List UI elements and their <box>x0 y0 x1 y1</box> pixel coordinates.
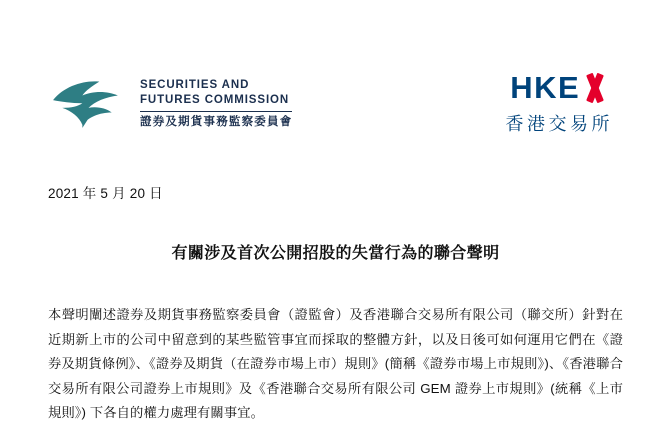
hkex-name-zh: 香港交易所 <box>505 114 613 134</box>
document-paragraph: 本聲明闡述證券及期貨事務監察委員會（證監會）及香港聯合交易所有限公司（聯交所）針對在近期新上市的公司中留意到的某些監管事宜而採取的整體方針，以及日後可如何運用它們在《證券及期貨條例》、《證券及期貨（在證券市場上市）規則》(簡稱《證券市場上市規則》)、《香港聯合交易所有限公司證券上市規則》及《香港聯合交易所有限公司 GEM 證券上市規則》(統稱《上市規則》) 下各自的權力處理有關事宜。 <box>48 307 623 421</box>
document-date: 2021 年 5 月 20 日 <box>48 186 163 201</box>
document-header <box>48 0 623 150</box>
sfc-name-en-line1: SECURITIES AND <box>140 79 250 92</box>
document-title: 有關涉及首次公開招股的失當行為的聯合聲明 <box>171 245 500 262</box>
sfc-eagle-logo-icon <box>48 77 126 131</box>
sfc-wordmark <box>140 78 292 129</box>
sfc-name-zh: 證券及期貨事務監察委員會 <box>140 116 293 129</box>
sfc-logo <box>48 77 292 131</box>
sfc-name-en-line2: FUTURES COMMISSION <box>140 93 290 106</box>
hkex-logo <box>506 72 614 136</box>
hkex-wordmark <box>506 72 614 103</box>
hkex-name-en: HKE <box>510 70 581 105</box>
sfc-divider <box>140 111 292 112</box>
hkex-x-icon <box>582 73 608 103</box>
